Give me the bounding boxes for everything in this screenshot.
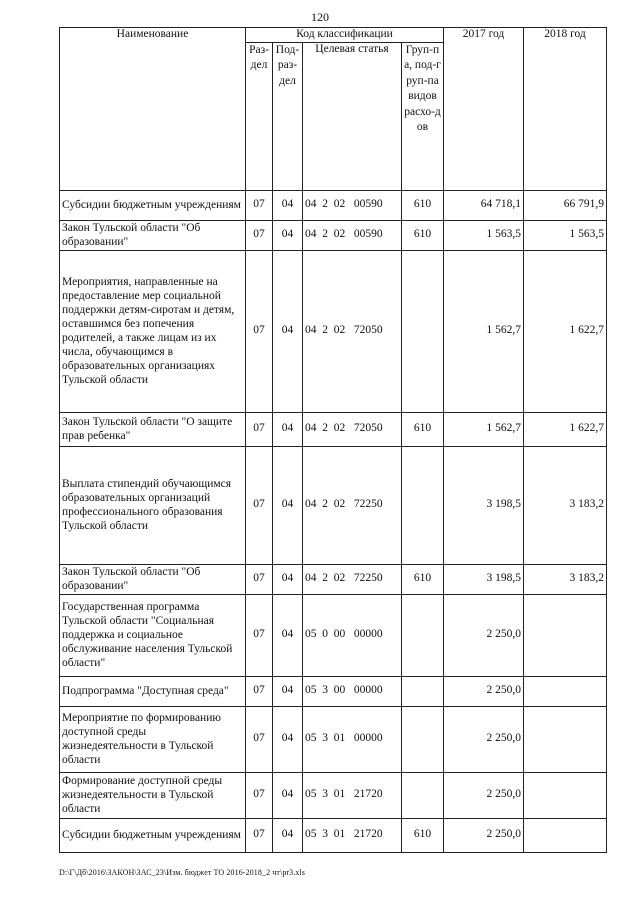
row-article: 05 0 00 00000 (303, 594, 402, 676)
row-2018 (524, 594, 607, 676)
row-group (402, 706, 444, 772)
row-name: Мероприятия, направленные на предоставление мер социальной поддержки детям-сиротам и детям, оставшимся без попечения родителей, а также лицам из их числа, обучающимся в образовательных организациях Тульской области (60, 250, 246, 412)
row-article: 04 2 02 72050 (303, 412, 402, 446)
row-name: Закон Тульской области "Об образовании" (60, 564, 246, 594)
header-razdel: Раз-дел (246, 42, 273, 190)
row-podrazdel: 04 (273, 706, 303, 772)
row-group (402, 594, 444, 676)
row-group (402, 772, 444, 818)
header-article: Целевая статья (303, 42, 402, 190)
row-article: 05 3 01 00000 (303, 706, 402, 772)
row-name: Закон Тульской области "О защите прав ребенка" (60, 412, 246, 446)
row-2017: 2 250,0 (444, 676, 524, 706)
row-2018: 3 183,2 (524, 446, 607, 564)
row-razdel: 07 (246, 250, 273, 412)
row-2017: 64 718,1 (444, 190, 524, 220)
row-2017: 2 250,0 (444, 772, 524, 818)
header-2017: 2017 год (444, 28, 524, 191)
row-group (402, 446, 444, 564)
row-group (402, 676, 444, 706)
table-row (60, 676, 607, 706)
row-2017: 3 198,5 (444, 564, 524, 594)
row-podrazdel: 04 (273, 250, 303, 412)
row-podrazdel: 04 (273, 220, 303, 250)
row-2018 (524, 772, 607, 818)
row-article: 04 2 02 72250 (303, 446, 402, 564)
row-podrazdel: 04 (273, 446, 303, 564)
table-row (60, 594, 607, 676)
row-2018: 1 622,7 (524, 412, 607, 446)
row-razdel: 07 (246, 564, 273, 594)
file-path-footer: D:\Г\Дб\2016\ЗАКОН\ЗАС_23\Изм. бюджет ТО 2016-2018_2 чт\pr3.xls (59, 868, 306, 877)
row-2018 (524, 818, 607, 852)
row-2018: 3 183,2 (524, 564, 607, 594)
table-row (60, 818, 607, 852)
row-podrazdel: 04 (273, 594, 303, 676)
row-article: 04 2 02 72250 (303, 564, 402, 594)
table-row (60, 412, 607, 446)
table-row (60, 220, 607, 250)
row-name: Мероприятие по формированию доступной среды жизнедеятельности в Тульской области (60, 706, 246, 772)
row-group: 610 (402, 818, 444, 852)
budget-table (59, 27, 607, 853)
row-2018 (524, 706, 607, 772)
row-podrazdel: 04 (273, 564, 303, 594)
row-article: 04 2 02 00590 (303, 190, 402, 220)
table-row (60, 564, 607, 594)
row-razdel: 07 (246, 676, 273, 706)
row-article: 05 3 01 21720 (303, 818, 402, 852)
row-2017: 1 562,7 (444, 412, 524, 446)
row-podrazdel: 04 (273, 676, 303, 706)
row-2017: 1 563,5 (444, 220, 524, 250)
row-group: 610 (402, 564, 444, 594)
row-name: Подпрограмма "Доступная среда" (60, 676, 246, 706)
table-row (60, 772, 607, 818)
row-razdel: 07 (246, 220, 273, 250)
row-2018: 66 791,9 (524, 190, 607, 220)
row-razdel: 07 (246, 706, 273, 772)
row-podrazdel: 04 (273, 190, 303, 220)
row-group (402, 250, 444, 412)
row-article: 05 3 00 00000 (303, 676, 402, 706)
row-2017: 3 198,5 (444, 446, 524, 564)
row-razdel: 07 (246, 772, 273, 818)
row-name: Закон Тульской области "Об образовании" (60, 220, 246, 250)
row-podrazdel: 04 (273, 818, 303, 852)
row-group: 610 (402, 412, 444, 446)
page-number: 120 (311, 10, 329, 24)
row-podrazdel: 04 (273, 412, 303, 446)
row-2017: 2 250,0 (444, 594, 524, 676)
header-podrazdel: Под-раз-дел (273, 42, 303, 190)
table-row (60, 446, 607, 564)
row-article: 04 2 02 00590 (303, 220, 402, 250)
row-razdel: 07 (246, 818, 273, 852)
header-code: Код классификации (246, 28, 444, 43)
row-group: 610 (402, 220, 444, 250)
table-row (60, 250, 607, 412)
row-razdel: 07 (246, 594, 273, 676)
header-row-top (60, 28, 607, 43)
table-body (60, 190, 607, 852)
row-razdel: 07 (246, 412, 273, 446)
row-name: Выплата стипендий обучающимся образовательных организаций профессионального образования Тульской области (60, 446, 246, 564)
row-article: 04 2 02 72050 (303, 250, 402, 412)
row-razdel: 07 (246, 446, 273, 564)
row-name: Формирование доступной среды жизнедеятельности в Тульской области (60, 772, 246, 818)
header-2018: 2018 год (524, 28, 607, 191)
row-2018: 1 622,7 (524, 250, 607, 412)
row-razdel: 07 (246, 190, 273, 220)
table-row (60, 706, 607, 772)
header-group: Груп-па, под-груп-па видов расхо-дов (402, 42, 444, 190)
row-article: 05 3 01 21720 (303, 772, 402, 818)
row-2017: 2 250,0 (444, 818, 524, 852)
row-name: Субсидии бюджетным учреждениям (60, 818, 246, 852)
row-2017: 2 250,0 (444, 706, 524, 772)
table-row (60, 190, 607, 220)
row-podrazdel: 04 (273, 772, 303, 818)
header-name: Наименование (60, 28, 246, 191)
row-group: 610 (402, 190, 444, 220)
row-2017: 1 562,7 (444, 250, 524, 412)
row-2018 (524, 676, 607, 706)
row-name: Государственная программа Тульской области "Социальная поддержка и социальное обслуживание населения Тульской области" (60, 594, 246, 676)
row-name: Субсидии бюджетным учреждениям (60, 190, 246, 220)
row-2018: 1 563,5 (524, 220, 607, 250)
